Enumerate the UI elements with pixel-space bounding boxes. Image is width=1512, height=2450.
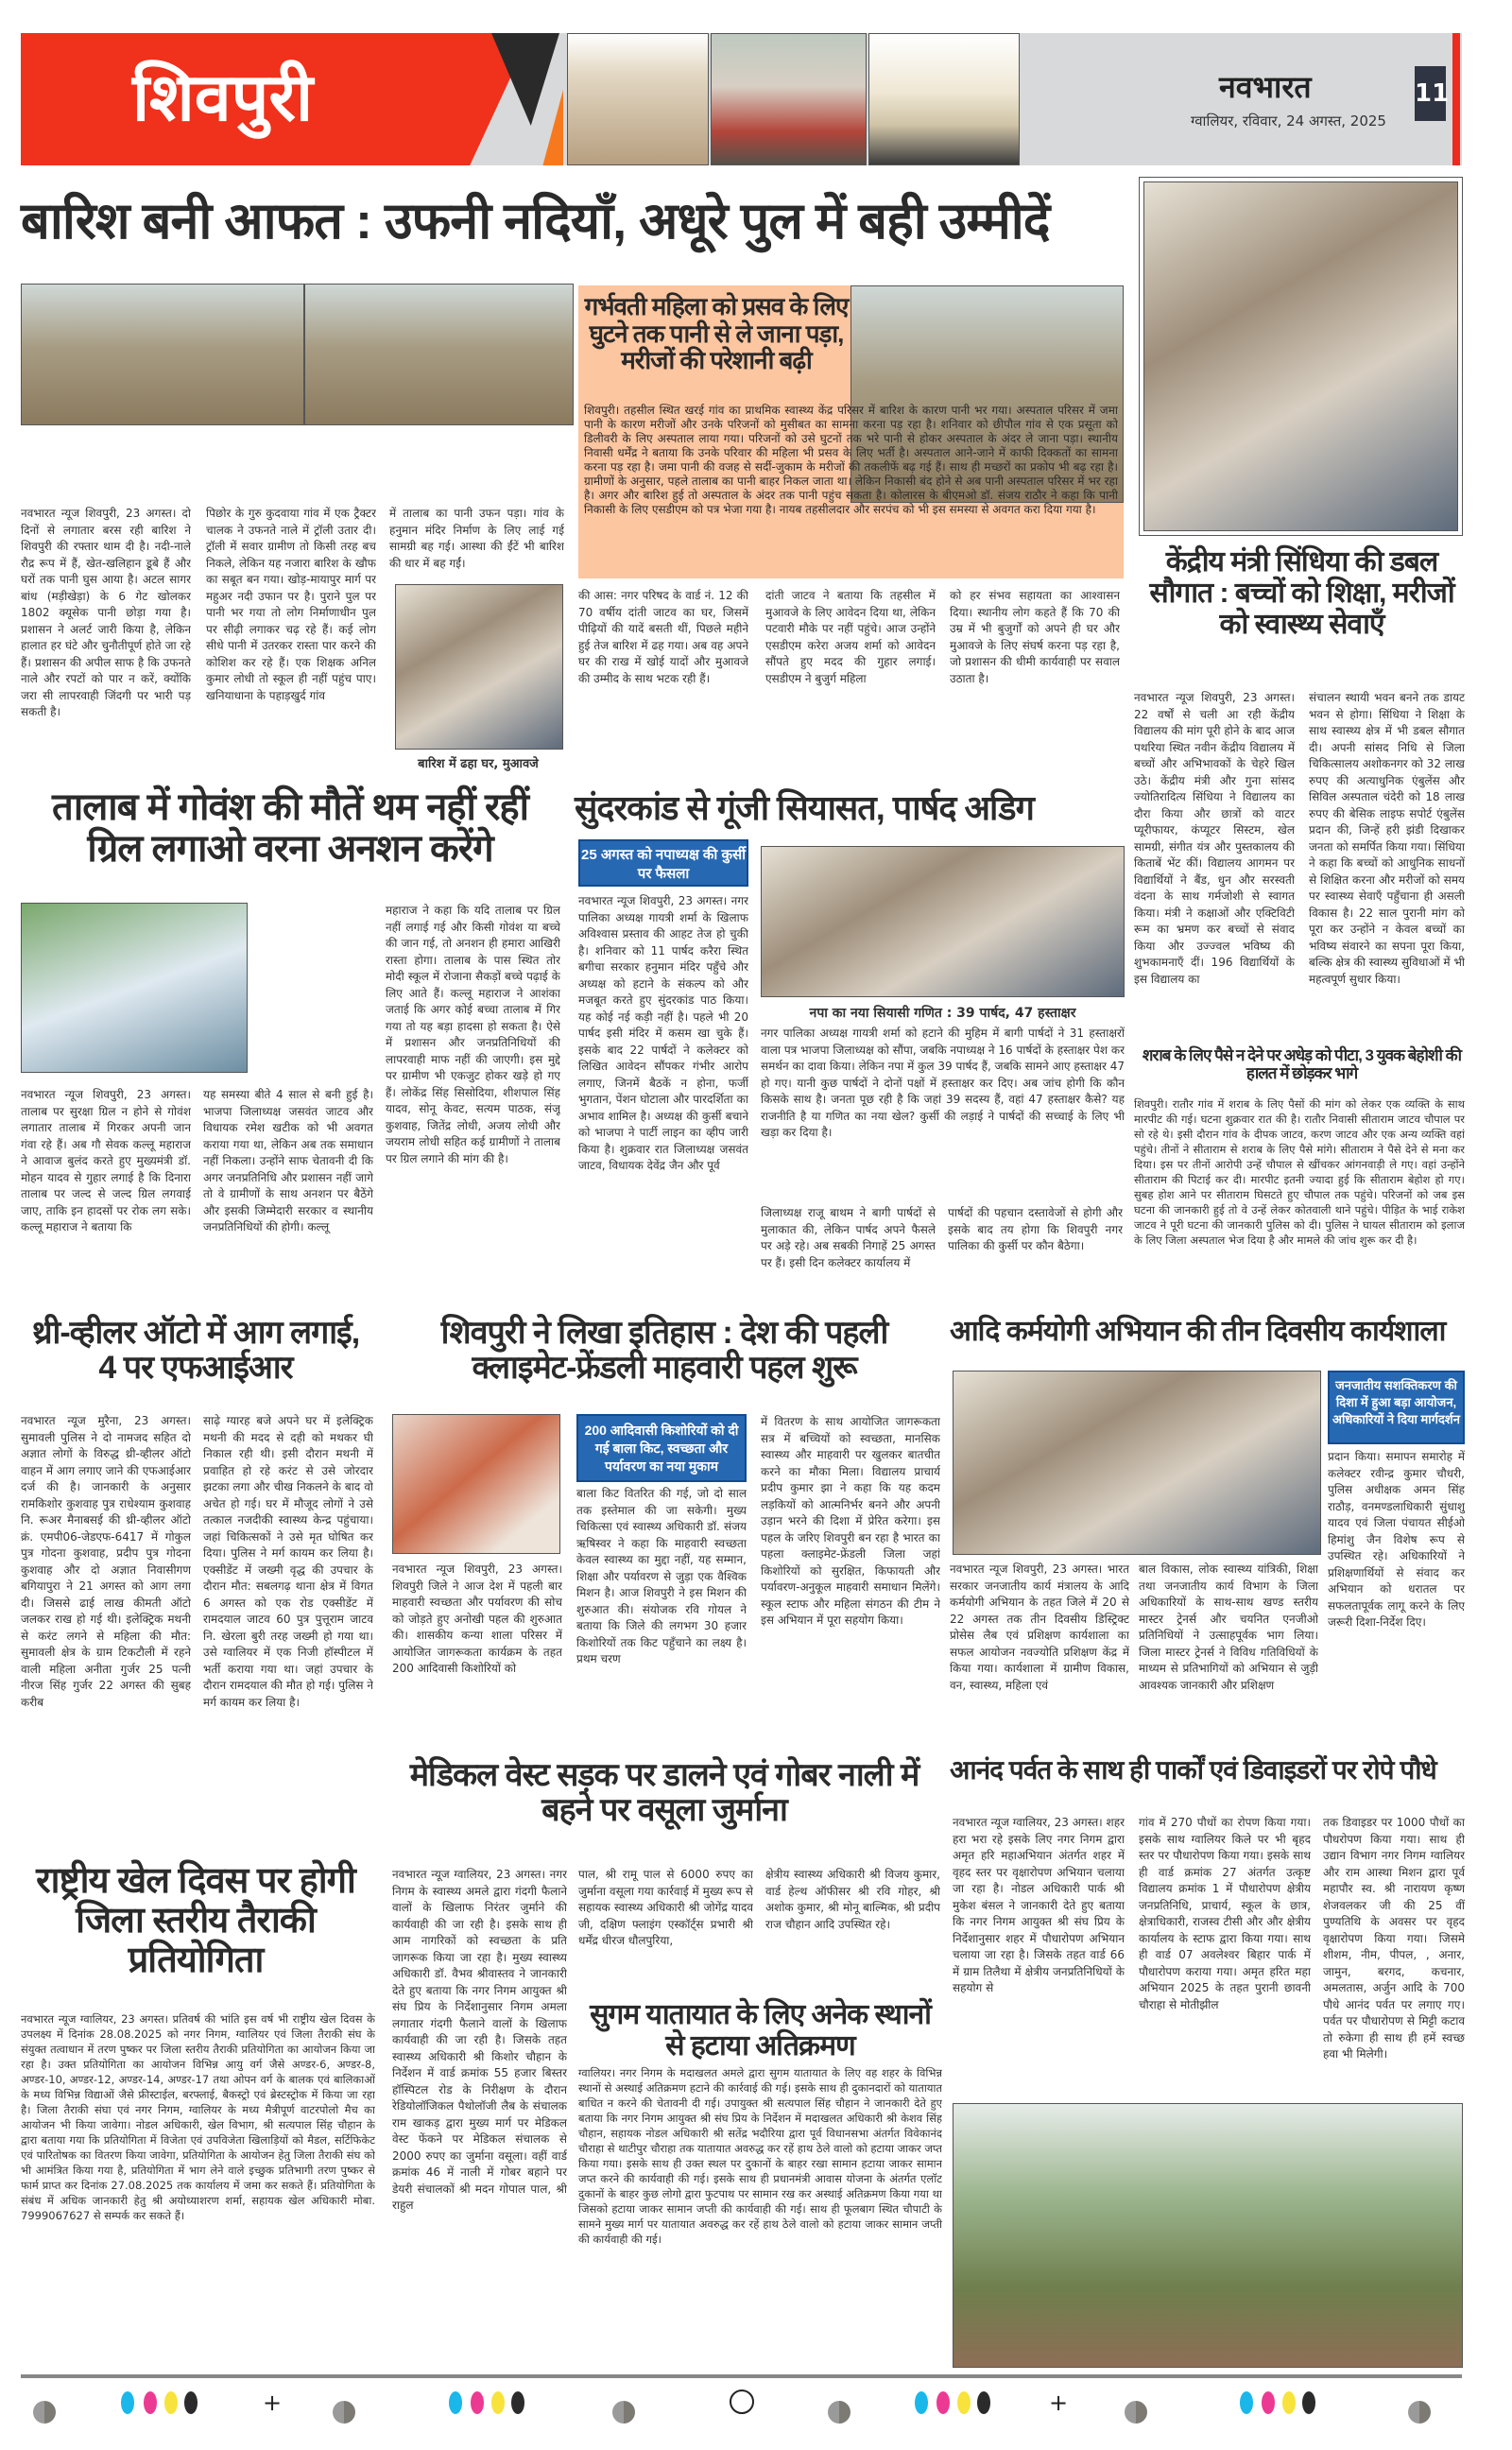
section-title: शिवपुरी [132,59,314,136]
sunderkand-headline: सुंदरकांड से गूंजी सियासत, पार्षद अडिग [575,788,1034,827]
sports-headline: राष्ट्रीय खेल दिवस पर होगी जिला स्तरीय तैराकी प्रतियोगिता [36,1861,355,1980]
masthead-photo-gate [868,33,1020,165]
lead-col-2: पिछोर के गुरु कुदवाया गांव में एक ट्रैक्टर चालक ने उफनते नाले में ट्रॉली उतार दी। ट्रॉली में सवार ग्रामीण तो किसी तरह बच निकले, लेकिन यह नजारा बारिश के खौफ का सबूत बन गया। खोड़-मायापुर मार्ग पर महुअर नदी उफान पर है। पुराने पुल पर पानी भर गया तो लोग निर्माणाधीन पुल पर सीढ़ी लगाकर चढ़ रहे हैं। कई लोग सीधे पानी में उतरकर रास्ता पार करने की कोशिश कर रहे हैं। एक शिक्षक अनिल कुमार लोधी तो स्कूल ही नहीं पहुंच पाए। खनियाधाना के पहाड़खुर्द गांव [206,507,376,702]
grey-reg-mark [1408,2401,1431,2424]
liquor-headline: शराब के लिए पैसे न देने पर अधेड़ को पीटा, 3 युवक बेहोशी की हालत में छोड़कर भागे [1142,1046,1462,1082]
lead-headline: बारिश बनी आफत : उफनी नदियाँ, अधूरे पुल में बही उम्मीदें [21,193,1050,250]
cyan-ink-mark [449,2391,462,2414]
plantation-col-2: गांव में 270 पौधों का रोपण किया गया। इसके साथ ग्वालियर किले पर भी बृहद स्तर पर पौधारोपण किया गया। इसके साथ ही वार्ड क्रमांक 27 अंतर्गत उत्कृष्ट विद्यालय क्रमांक 1 में पौधारोपण क्षेत्रीय जनप्रतिनिधि, प्राचार्य, स्कूल के छात्र, क्षेत्राधिकारी, राजस्व टीसी और और क्षेत्रीय कार्यालय के स्टाफ द्वारा किया गया। साथ ही वार्ड 07 अवलेश्वर बिहार पार्क में पौधारोपण कराया गया। अमृत हरित महा अभियान 2025 के तहत पुरानी छावनी चौराहा से मोतीझील [1139,1816,1311,2011]
cyan-ink-mark [915,2391,928,2414]
dateline: ग्वालियर, रविवार, 24 अगस्त, 2025 [1191,112,1386,129]
crosshair-mark: + [1049,2390,1069,2416]
yellow-ink-mark [957,2391,971,2414]
newspaper-brand: नवभारत [1219,69,1312,105]
scindia-photo [1143,181,1458,531]
target-mark [730,2390,754,2414]
scindia-photo-frame [1139,177,1463,536]
pond-photo [21,903,248,1073]
pregnant-box-body: शिवपुरी। तहसील स्थित खरई गांव का प्राथमिक स्वास्थ्य केंद्र परिसर में बारिश के कारण पानी भर गया। अस्पताल परिसर में जमा पानी के कारण मरीजों और उनके परिजनों को मुसीबत का सामना करना पड़ रहा है। शनिवार को छीपौल गांव से एक प्रसूता को डिलीवरी के लिए अस्पताल लाया गया। परिजनों को उसे घुटनों तक भरे पानी से होकर अस्पताल के अंदर ले जाना पड़ा। स्थानीय निवासी धर्मेंद्र ने बताया कि उनके परिवार की महिला भी प्रसव के लिए भर्ती है। अस्पताल आने-जाने में काफी दिक्कतों का सामना करना पड़ रहा है। जमा पानी की वजह से सर्दी-जुकाम के मरीजों की तकलीफें बढ़ गई हैं। साथ ही मच्छरों का प्रकोप भी बढ़ रहा है। ग्रामीणों के अनुसार, पहले तालाब का पानी बाहर निकल जाता था। लेकिन निकासी बंद होने से अब पानी अस्पताल परिसर में भर रहा है। अगर और बारिश हुई तो अस्पताल के अंदर तक पानी पहुंच सकता है। कोलारस के बीएमओ डॉ. संजय राठौर ने कहा कि पानी निकासी के लिए एसडीएम को पत्र भेजा गया है। नायब तहसीलदार और सरपंच को भी इस समस्या से अवगत करा दिया गया है। [584,404,1118,516]
black-ink-mark [1302,2391,1315,2414]
magenta-ink-mark [144,2391,157,2414]
pregnant-box-headline: गर्भवती महिला को प्रसव के लिए घुटने तक पानी से ले जाना पड़ा, मरीजों की परेशानी बढ़ी [584,292,849,375]
masthead-photo-palace [567,33,709,165]
scindia-col-1: नवभारत न्यूज शिवपुरी, 23 अगस्त। 22 वर्षों से चली आ रही केंद्रीय विद्यालय की मांग पूरी होने के बाद आज पथरिया स्थित नवीन केंद्रीय विद्यालय में बच्चों और अभिभावकों के चेहरे खिल उठे। केंद्रीय मंत्री और गुना सांसद ज्योतिरादित्य सिंधिया ने विद्यालय का दौरा किया और छात्रों को वाटर प्यूरीफायर, कंप्यूटर सिस्टम, खेल सामग्री, संगीत यंत्र और पुस्तकालय की किताबें भेंट कीं। विद्यालय आगमन पर विद्यार्थियों ने बैंड, धुन और सरस्वती वंदना के साथ गर्मजोशी से स्वागत किया। मंत्री ने कक्षाओं और एक्टिविटी रूम का भ्रमण कर बच्चों से संवाद किया और उज्ज्वल भविष्य की शुभकामनाएँ दीं। 196 विद्यार्थियों के इस विद्यालय का [1134,691,1295,986]
fine-headline: मेडिकल वेस्ट सड़क पर डालने एवं गोबर नाली में बहने पर वसूला जुर्माना [409,1757,919,1829]
karmayogi-photo [953,1371,1321,1555]
lead-sub-col-3: को हर संभव सहायता का आश्वासन दिया। स्थानीय लोग कहते हैं कि 70 की उम्र में भी बुजुर्गों को अपने ही घर और मुआवजे के लिए संघर्ष करना पड़ रहा है, जो प्रशासन की धीमी कार्यवाही पर सवाल उठाता है। [950,589,1120,685]
sunderkand-blue-box: 25 अगस्त को नपाध्यक्ष की कुर्सी पर फैसला [578,839,748,887]
pond-col-3: महाराज ने कहा कि यदि तालाब पर ग्रिल नहीं लगाई गई और किसी गोवंश या बच्चे की जान गई, तो अनशन ही हमारा आखिरी रास्ता होगा। तालाब के पास स्थित तोर मोदी स्कूल में रोजाना सैकड़ों बच्चे पढ़ाई के लिए आते हैं। कल्लू महाराज ने आशंका जताई कि अगर कोई बच्चा तालाब में गिर गया तो यह बड़ा हादसा हो सकता है। ऐसे में प्रशासन और जनप्रतिनिधियों की लापरवाही माफ नहीं की जाएगी। इस मुद्दे पर ग्रामीण भी एकजुट होकर खड़े हो गए हैं। लोकेंद्र सिंह सिसोदिया, शीशपाल सिंह यादव, सोनू केवट, सत्यम पाठक, संजू कुशवाह, जितेंद्र लोधी, अजय लोधी और जयराम लोधी सहित कई ग्रामीणों ने तालाब पर ग्रिल लगाने की मांग की है। [386,904,560,1165]
sports-body: नवभारत न्यूज ग्वालियर, 23 अगस्त। प्रतिवर्ष की भांति इस वर्ष भी राष्ट्रीय खेल दिवस के उपलक्ष्य में दिनांक 28.08.2025 को नगर निगम, ग्वालियर एवं जिला तैराकी संघ के संयुक्त तत्वाधान में तरण पुष्कर पर जिला स्तरीय तैराकी प्रतियोगिता का आयोजन किया जा रहा है। उक्त प्रतियोगिता का आयोजन विभिन्न आयु वर्ग जैसे अण्डर-6, अण्डर-8, अण्डर-10, अण्डर-12, अण्डर-14, अण्डर-17 तथा ओपन वर्ग के बालक एवं बालिकाओं के मध्य विभिन्न विद्याओं जैसे फ्रीस्टाईल, बरफ्लाई, बैकस्ट्रो एवं ब्रेस्टस्ट्रोक में किया जा रहा है। जिला तैराकी संघा एवं नगर निगम, ग्वालियर के मध्य मैत्रीपूर्ण वाटरपोलो मैच का आयोजन भी किया जावेगा। नोडल अधिकारी, खेल विभाग, श्री सत्यपाल सिंह चौहान के द्वारा बताया गया कि प्रतियोगिता में विजेता एवं उपविजेता खिलाड़ियों को मैडल, सर्टिफिकेट एवं पारितोषक का वितरण किया जावेगा, प्रतियोगिता के आयोजन हेतु जिला तैराकी संघ को भी आमंत्रित किया गया है, प्रतियोगिता में भाग लेने वाले इच्छुक प्रतिभागी तरण पुष्कर से फार्म प्राप्त कर दिनांक 27.08.2025 तक कार्यालय में जमा कर सकते हैं। प्रतियोगिता के संबंध में अधिक जानकारी हेतु श्री अयोध्याशरण शर्मा, सहायक खेल अधिकारी मोबा. 7999067627 से सम्पर्क कर सकते हैं। [21,2012,375,2222]
masthead-photo-chowk [711,33,867,165]
traffic-headline: सुगम यातायात के लिए अनेक स्थानों से हटाया अतिक्रमण [590,1999,931,2062]
sunderkand-sub-body: नगर पालिका अध्यक्ष गायत्री शर्मा को हटाने की मुहिम में बागी पार्षदों ने 31 हस्ताक्षरों वाला पत्र भाजपा जिलाध्यक्ष को सौंपा, जबकि नपाध्यक्ष ने 16 पार्षदों के हस्ताक्षर पेश कर समर्थन का दावा किया। लेकिन नपा में कुल 39 पार्षद हैं, जबकि सामने आए हस्ताक्षर 47 हो गए। यानी कुछ पार्षदों ने दोनों पक्षों में हस्ताक्षर कर दिए। अब जांच होगी कि कौन किसके साथ है। जनता पूछ रही है कि जहां 39 सदस्य हैं, वहां 47 हस्ताक्षर कैसे? यह राजनीति है या गणित का नया खेल? कुर्सी की लड़ाई ने पार्षदों की सच्चाई के लिए भी खड़ा कर दिया है। [761,1027,1125,1139]
black-ink-mark [511,2391,524,2414]
cyan-ink-mark [121,2391,134,2414]
plantation-col-3: तक डिवाइडर पर 1000 पौधों का पौधरोपण किया गया। साथ ही उद्यान विभाग नगर निगम ग्वालियर और राम आस्था मिशन द्वारा पूर्व महापौर स्व. श्री नारायण कृष्ण शेजवलकर जी की 25 वीं पुण्यतिथि के अवसर पर वृहद वृक्षारोपण किया गया। जिसमे शीशम, नीम, पीपल, , अनार, जामुन, बरगद, कचनार, अमलतास, अर्जुन आदि के 700 पौधे आनंद पर्वत पर लगाए गए। पर्वत पर पौधारोपण से मिट्टी कटाव तो रुकेगा ही साथ ही हमें स्वच्छ हवा भी मिलेगी। [1323,1816,1465,2061]
auto-fire-col-1: नवभारत न्यूज मुरैना, 23 अगस्त। सुमावली पुलिस ने दो नामजद सहित दो अज्ञात लोगों के विरुद्ध थ्री-व्हीलर ऑटो वाहन में आग लगाए जाने की एफआईआर दर्ज की है। जानकारी के अनुसार रामकिशोर कुशवाह पुत्र राधेश्याम कुशवाह नि. रूअर मैनाबसई की थ्री-व्हीलर ऑटो क्रं. एमपी06-जेडएफ-6417 में गोकुल पुत्र गोदना कुशवाह, प्रदीप पुत्र गोदना कुशवाह और दो अज्ञात निवासीगण बगियापुरा ने 21 अगस्त को आग लगा दी। जिससे ढाई लाख कीमती ऑटो जलकर राख हो गई थी। इलेक्ट्रिक मथनी से करंट लगने से महिला की मौत: सुमावली क्षेत्र के ग्राम टिकटौली में रहने वाली महिला अनीता गुर्जर 25 पत्नी नीरज सिंह गुर्जर 22 अगस्त की सुबह करीब [21,1414,191,1709]
lead-sub-col-1: की आस: नगर परिषद के वार्ड नं. 12 की 70 वर्षीय दांती जाटव का घर, जिसमें पीढ़ियों की यादें बसती थीं, पिछले महीने हुई तेज बारिश में ढह गया। अब वह अपने घर की राख में खोई यादों और मुआवजे की उम्मीद के साथ भटक रही हैं। [578,589,748,685]
sunderkand-sub-col-2: जिलाध्यक्ष राजू बाथम ने बागी पार्षदों से मुलाकात की, लेकिन पार्षद अपने फैसले पर अड़े रहे। अब सबकी निगाहें 25 अगस्त पर हैं। इसी दिन कलेक्टर कार्यालय में [761,1206,936,1269]
auto-fire-col-2: साढ़े ग्यारह बजे अपने घर में इलेक्ट्रिक मथनी की मदद से दही को मथकर घी निकाल रही थी। इसी दौरान मथनी में प्रवाहित हो रहे करंट से उसे जोरदार झटका लगा और चीख निकलने के बाद वो अचेत हो गई। घर में मौजूद लोगों ने उसे तत्काल नजदीकी स्वास्थ्य केन्द्र पहुंचाया। जहां चिकित्सकों ने उसे मृत घोषित कर दिया। पुलिस ने मर्ग कायम कर लिया है। एक्सीडेंट में जख्मी वृद्ध की उपचार के दौरान मौत: सबलगढ़ थाना क्षेत्र में विगत 6 अगस्त को एक रोड एक्सीडेंट में रामदयाल जाटव 60 पुत्र पुत्तूराम जाटव नि. खेरला बुरी तरह जख्मी हो गया था। उसे ग्वालियर में एक निजी हॉस्पीटल में भर्ती कराया गया था। जहां उपचार के दौरान रामदयाल की मौत हो गई। पुलिस ने मर्ग कायम कर लिया है। [203,1414,373,1709]
karmayogi-headline: आदि कर्मयोगी अभियान की तीन दिवसीय कार्यशाला [950,1316,1446,1347]
pond-col-1: नवभारत न्यूज शिवपुरी, 23 अगस्त। तालाब पर सुरक्षा ग्रिल न होने से गोवंश लगातार तालाब में गिरकर अपनी जान गंवा रहे हैं। अब गौ सेवक कल्लू महाराज ने आवाज बुलंद करते हुए मुख्यमंत्री डॉ. मोहन यादव से गुहार लगाई है कि दिनारा तालाब पर जल्द से जल्द ग्रिल लगवाई जाए, ताकि इन हादसों पर रोक लग सके। कल्लू महाराज ने बताया कि [21,1088,191,1234]
lead-photo-elderly-woman [395,584,563,750]
lead-photo-flood [304,284,574,425]
menstrual-col-1: नवभारत न्यूज शिवपुरी, 23 अगस्त। शिवपुरी जिले ने आज देश में पहली बार माहवारी स्वच्छता और पर्यावरण की सोच को जोड़ते हुए अनोखी पहल की शुरुआत की। शासकीय कन्या शाला परिसर में आयोजित जागरूकता कार्यक्रम के तहत 200 आदिवासी किशोरियों को [392,1562,562,1675]
lead-photo-bridge [21,284,304,425]
lead-sub-col-2: दांती जाटव ने बताया कि तहसील में मुआवजे के लिए आवेदन दिया था, लेकिन पटवारी मौके पर नहीं पहुंचे। आज उन्होंने एसडीएम करेरा अजय शर्मा को आवेदन सौंपते हुए मदद की गुहार लगाई। एसडीएम ने बुजुर्ग महिला [765,589,936,685]
karmayogi-blue-box: जनजातीय सशक्तिकरण की दिशा में हुआ बड़ा आयोजन, अधिकारियों ने दिया मार्गदर्शन [1328,1371,1465,1444]
auto-fire-headline: थ्री-व्हीलर ऑटो में आग लगाई, 4 पर एफआईआर [31,1315,360,1387]
lead-photo-caption: बारिश में ढहा घर, मुआवजे [418,757,539,771]
karmayogi-col-1: नवभारत न्यूज शिवपुरी, 23 अगस्त। भारत सरकार जनजातीय कार्य मंत्रालय के आदि कर्मयोगी अभियान के तहत जिले में 20 से 22 अगस्त तक तीन दिवसीय डिस्ट्रिक्ट प्रोसेस लैब एवं प्रशिक्षण कार्यशाला का सफल आयोजन नवज्योति प्रशिक्षण केंद्र में किया गया। कार्यशाला में ग्रामीण विकास, वन, स्वास्थ्य, महिला एवं [950,1562,1129,1692]
yellow-ink-mark [1282,2391,1296,2414]
black-ink-mark [977,2391,990,2414]
magenta-ink-mark [936,2391,950,2414]
fine-col-2: पाल, श्री रामू पाल से 6000 रुपए का जुर्माना वसूला गया कार्रवाई में मुख्य रूप से सहायक स्वास्थ्य अधिकारी श्री जोगेंद्र यादव जी, दक्षिण फ्लाइंग एस्कॉर्ट्स प्रभारी श्री धर्मेंद्र धीरज धौलपुरिया, [578,1868,753,1947]
masthead-red-edge [1452,33,1460,165]
menstrual-blue-box: 200 आदिवासी किशोरियों को दी गई बाला किट, स्वच्छता और पर्यावरण का नया मुकाम [576,1414,747,1482]
lead-col-3: में तालाब का पानी उफन पड़ा। गांव के हनुमान मंदिर निर्माण के लिए लाई गई सामग्री बह गई। आस्था की ईंटें भी बारिश की धार में बह गईं। [389,507,564,570]
black-ink-mark [184,2391,198,2414]
grey-reg-mark [828,2401,850,2424]
liquor-body: शिवपुरी। रातौर गांव में शराब के लिए पैसों की मांग को लेकर एक व्यक्ति के साथ मारपीट की गई। घटना शुक्रवार रात की है। रातौर निवासी सीताराम जाटव चौपाल पर सो रहे थे। इसी दौरान गांव के दीपक जाटव, करण जाटव और एक अन्य व्यक्ति वहां पहुंचे। तीनों ने सीताराम से शराब के लिए पैसे मांगे। सीताराम ने पैसे देने से मना कर दिया। इस पर तीनों आरोपी उन्हें चौपाल से खींचकर आंगनवाड़ी ले गए। वहां उन्होंने सीताराम की पिटाई कर दी। मारपीट इतनी ज्यादा हुई कि सीताराम बेहोश हो गए। सुबह होश आने पर सीताराम घिसटते हुए चौपाल तक पहुंचे। परिजनों को जब इस घटना की जानकारी हुई तो वे उन्हें लेकर कोतवाली थाने पहुंचे। पीड़ित के भाई राकेश जाटव ने पूरी घटना की जानकारी पुलिस को दी। पुलिस ने घायल सीताराम को इलाज के लिए जिला अस्पताल भेज दिया है और मामले की जांच शुरू कर दी है। [1134,1097,1465,1247]
sunderkand-subhead: नपा का नया सियासी गणित : 39 पार्षद, 47 हस्ताक्षर [809,1006,1076,1021]
pond-col-2: यह समस्या बीते 4 साल से बनी हुई है। भाजपा जिलाध्यक्ष जसवंत जाटव और विधायक रमेश खटीक को भी अवगत कराया गया था, लेकिन अब तक समाधान नहीं निकला। उन्होंने साफ चेतावनी दी कि अगर जनप्रतिनिधि और प्रशासन नहीं जागे तो वे ग्रामीणों के साथ अनशन पर बैठेंगे और इसकी जिम्मेदारी सरकार व स्थानीय जनप्रतिनिधियों की होगी। कल्लू [203,1088,373,1234]
magenta-ink-mark [471,2391,484,2414]
yellow-ink-mark [164,2391,178,2414]
yellow-ink-mark [491,2391,505,2414]
traffic-body: ग्वालियर। नगर निगम के मदाखलत अमले द्वारा सुगम यातायात के लिए वह शहर के विभिन्न स्थानों से अस्थाई अतिक्रमण हटाने की कार्रवाई की गई। इसके साथ ही दुकानदारों को यातायात बाधित न करने की चेतावनी दी गई। उपायुक्त श्री सत्यपाल सिंह चौहान ने जानकारी देते हुए बताया कि नगर निगम आयुक्त श्री संघ प्रिय के निर्देशन में मदाखलत अधिकारी श्री केशव सिंह चौहान, सहायक नोडल अधिकारी श्री सतेंद्र भदौरिया द्वारा पूर्व विधानसभा अंतर्गत विवेकानंद चौराहा से थाटीपुर चौराहा तक यातायात अवरुद्ध कर रहें हाथ ठेले वालो को हटाया जाकर जप्त किया गया। इसके साथ ही उक्त स्थल पर दुकानों के बाहर रखा सामान हटाया जाकर सामान जप्त करने की कार्यवाही की गई। इसके साथ ही प्रधानमंत्री आवास योजना के अंतर्गत एलॉट दुकानों के बाहर कुछ लोगो द्वारा फुटपाथ पर सामान रख कर अस्थाई अतिक्रमण किया गया था जिसको हटाया जाकर सामान जप्ती की कार्यवाही की गई। साथ ही फूलबाग स्थित चौपाटी के सामने मुख्य मार्ग पर यातायात अवरुद्ध कर रहें हाथ ठेले वालो को हटाया जाकर सामान जप्ती की कार्यवाही की गई। [578,2066,942,2246]
sunderkand-body: नवभारत न्यूज शिवपुरी, 23 अगस्त। नगर पालिका अध्यक्ष गायत्री शर्मा के खिलाफ अविश्वास प्रस्ताव की आहट तेज हो चुकी है। शनिवार को 11 पार्षद करैरा स्थित बगीचा सरकार हनुमान मंदिर पहुँचे और अध्यक्ष को हटाने के संकल्प को और मजबूत करते हुए सुंदरकांड पाठ किया। यह कोई नई कड़ी नहीं है। पहले भी 20 पार्षद इसी मंदिर में कसम खा चुके हैं। इसके बाद 22 पार्षदों ने कलेक्टर को लिखित आवेदन सौंपकर गंभीर आरोप लगाए, जिनमें बैठकें न होना, फर्जी भुगतान, पेंशन घोटाला और पारदर्शिता का अभाव शामिल है। अध्यक्ष की कुर्सी बचाने को भाजपा ने पार्टी लाइन का व्हीप जारी किया है। शुक्रवार रात जिलाध्यक्ष जसवंत जाटव, विधायक देवेंद्र जैन और पूर्व [578,894,748,1172]
scindia-headline: केंद्रीय मंत्री सिंधिया की डबल सौगात : बच्चों को शिक्षा, मरीजों को स्वास्थ्य सेवाएँ [1149,546,1454,640]
karmayogi-col-2: बाल विकास, लोक स्वास्थ्य यांत्रिकी, शिक्षा तथा जनजातीय कार्य विभाग के जिला अधिकारियों के साथ-साथ खण्ड स्तरीय मास्टर ट्रेनर्स और चयनित एनजीओ प्रतिनिधियों ने उत्साहपूर्वक भाग लिया। जिला मास्टर ट्रेनर्स ने विविध गतिविधियों के माध्यम से प्रतिभागियों को अभियान से जुड़ी आवश्यक जानकारी और प्रशिक्षण [1139,1562,1318,1692]
grey-reg-mark [33,2401,56,2424]
scindia-col-2: संचालन स्थायी भवन बनने तक डायट भवन से होगा। सिंधिया ने शिक्षा के साथ स्वास्थ्य क्षेत्र में भी डबल सौगात दी। अपनी सांसद निधि से जिला चिकित्सालय अशोकनगर को 32 लाख रुपए की अत्याधुनिक एंबुलेंस और सिविल अस्पताल चंदेरी को 18 लाख रुपए की बेसिक लाइफ सपोर्ट एंबुलेंस प्रदान की, जिन्हें हरी झंडी दिखाकर जनता को समर्पित किया गया। सिंधिया ने कहा कि बच्चों को आधुनिक साधनों से शिक्षित करना और मरीजों को समय पर स्वास्थ्य सेवाएँ पहुँचाना ही असली विकास है। 22 साल पुरानी मांग को पूरा कर उन्होंने न केवल बच्चों का भविष्य संवारने का सपना पूरा किया, बल्कि क्षेत्र की स्वास्थ्य सुविधाओं में भी महत्वपूर्ण सुधार किया। [1309,691,1465,986]
fine-col-1: नवभारत न्यूज ग्वालियर, 23 अगस्त। नगर निगम के स्वास्थ्य अमले द्वारा गंदगी फैलाने वालों के खिलाफ निरंतर जुर्माने की कार्यवाही की जा रही है। इसके साथ ही आम नागरिकों को स्वच्छता के प्रति जागरूक किया जा रहा है। मुख्य स्वास्थ्य अधिकारी डॉ. वैभव श्रीवास्तव ने जानकारी देते हुए बताया कि नगर निगम आयुक्त श्री संघ प्रिय के निर्देशानुसार निगम अमला लगातार गंदगी फैलाने वालों के खिलाफ कार्यवाही की जा रही है। जिसके तहत स्वास्थ्य अधिकारी श्री किशोर चौहान के निर्देशन में वार्ड क्रमांक 55 हजार बिस्तर हॉस्पिटल रोड के निरीक्षण के दौरान रेडियोलॉजिकल पैथोलॉजी लैब के संचालक राम खाकड़ द्वारा मुख्य मार्ग पर मेडिकल वेस्ट फेंकने पर मेडिकल संचालक से 2000 रुपए का जुर्माना वसूला। वहीं वार्ड क्रमांक 46 में नाली में गोबर बहाने पर डेयरी संचालकों श्री मदन गोपाल पाल, श्री राहुल [392,1868,567,2212]
sunderkand-photo [761,846,1125,997]
magenta-ink-mark [1262,2391,1275,2414]
cyan-ink-mark [1240,2391,1253,2414]
crosshair-mark: + [263,2390,283,2416]
plantation-col-1: नवभारत न्यूज ग्वालियर, 23 अगस्त। शहर हरा भरा रहे इसके लिए नगर निगम द्वारा अमृत हरि महाअभियान अंतर्गत शहर में वृहद स्तर पर वृक्षारोपण अभियान चलाया जा रहा है। नोडल अधिकारी पार्क श्री मुकेश बंसल ने जानकारी देते हुए बताया कि नगर निगम आयुक्त श्री संघ प्रिय के निर्देशानुसार शहर में पौधारोपण अभियान चलाया जा रहा है। जिसके तहत वार्ड 66 में ग्राम तिलैथा में क्षेत्रीय जनप्रतिनिधियों के सहयोग से [953,1816,1125,1994]
fine-col-3: क्षेत्रीय स्वास्थ्य अधिकारी श्री विजय कुमार, वार्ड हेल्थ ऑफीसर श्री रवि गोहर, श्री अशोक कुमार, श्री मोनू बाल्मिक, श्री प्रदीप राज चौहान आदि उपस्थित रहे। [765,1868,940,1931]
sunderkand-sub-col-3: पार्षदों की पहचान दस्तावेजों से होगी और इसके बाद तय होगा कि शिवपुरी नगर पालिका की कुर्सी पर कौन बैठेगा। [948,1206,1123,1252]
karmayogi-col-right: प्रदान किया। समापन समारोह में कलेक्टर रवीन्द्र कुमार चौधरी, पुलिस अधीक्षक अमन सिंह राठौड़, वनमण्डलाधिकारी सुंधाशु यादव एवं जिला पंचायत सीईओ हिमांशु जैन विशेष रूप से उपस्थित रहे। अधिकारियों ने प्रशिक्षणार्थियों से संवाद कर अभियान को धरातल पर सफलतापूर्वक लागू करने के लिए जरूरी दिशा-निर्देश दिए। [1328,1450,1465,1629]
grey-reg-mark [612,2401,635,2424]
pregnant-woman-box [578,285,1124,578]
menstrual-photo [392,1414,560,1554]
grey-reg-mark [333,2401,355,2424]
footer-rule [21,2374,1462,2378]
pond-headline: तालाब में गोवंश की मौतें थम नहीं रहीं ग्रिल लगाओ वरना अनशन करेंगे [52,786,528,870]
plantation-headline: आनंद पर्वत के साथ ही पार्कों एवं डिवाइडरों पर रोपे पौधे [950,1755,1436,1785]
page-number: 11 [1415,66,1446,121]
lead-col-1: नवभारत न्यूज शिवपुरी, 23 अगस्त। दो दिनों से लगातार बरस रही बारिश ने शिवपुरी की रफ्तार थाम दी है। नदी-नाले रौद्र रूप में हैं, खेत-खलिहान डूबे हैं और घरों तक पानी घुस आया है। अटल सागर बांध (मड़ीखेड़ा) के 6 गेट खोलकर 1802 क्यूसेक पानी छोड़ा गया है। प्रशासन ने अलर्ट जारी किया है, लेकिन हालात हर घंटे और चुनौतीपूर्ण होते जा रहे हैं। प्रशासन की अपील साफ है कि उफनते नाले और रपटों को पार न करें, क्योंकि जरा सी लापरवाही जिंदगी पर भारी पड़ सकती है। [21,507,191,718]
plantation-photo [953,2103,1463,2368]
menstrual-headline: शिवपुरी ने लिखा इतिहास : देश की पहली क्लाइमेट-फ्रेंडली माहवारी पहल शुरू [440,1315,888,1387]
menstrual-col-3: में वितरण के साथ आयोजित जागरूकता सत्र में बच्चियों को स्वच्छता, मानसिक स्वास्थ्य और माहवारी पर खुलकर बातचीत करने का मौका मिला। विद्यालय प्राचार्य प्रदीप कुमार झा ने कहा कि यह कदम लड़कियों को आत्मनिर्भर बनने और अपनी उड़ान भरने की दिशा में प्रेरित करेगा। इस पहल के जरिए शिवपुरी बन रहा है भारत का पहला क्लाइमेट-फ्रेंडली जिला जहां किशोरियों को सुरक्षित, किफायती और पर्यावरण-अनुकूल माहवारी समाधान मिलेंगे। स्कूल स्टाफ और महिला संगठन की टीम ने इस अभियान में पूरा सहयोग किया। [761,1415,940,1627]
grey-reg-mark [1125,2401,1147,2424]
menstrual-col-2: बाला किट वितरित की गई, जो दो साल तक इस्तेमाल की जा सकेगी। मुख्य चिकित्सा एवं स्वास्थ्य अधिकारी डॉ. संजय ऋषिस्वर ने कहा कि माहवारी स्वच्छता केवल स्वास्थ्य का मुद्दा नहीं, यह सम्मान, शिक्षा और पर्यावरण से जुड़ा एक वैश्विक मिशन है। आज शिवपुरी ने इस मिशन की शुरुआत की। संयोजक रवि गोयल ने बताया कि जिले की लगभग 30 हजार किशोरियों तक किट पहुँचाने का लक्ष्य है। प्रथम चरण [576,1487,747,1665]
